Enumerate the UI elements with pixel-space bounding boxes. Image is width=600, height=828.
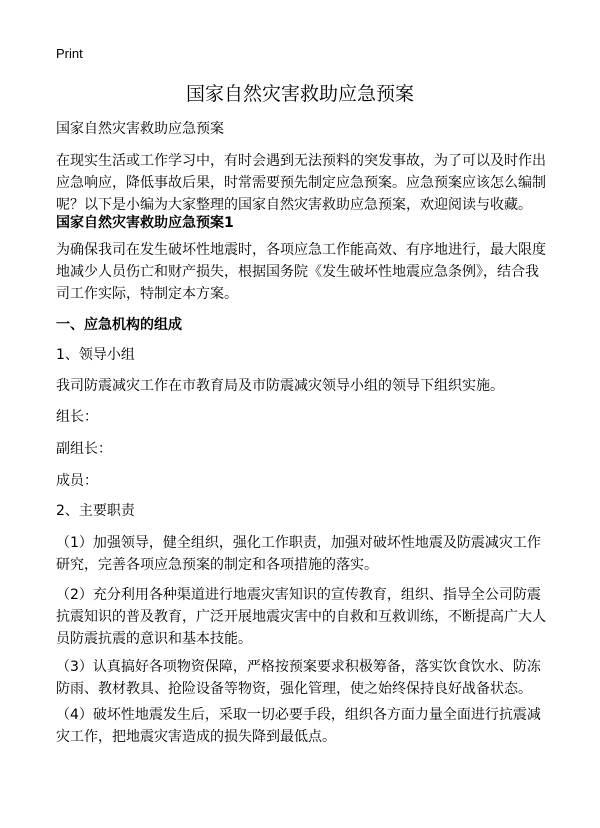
document-subtitle: 国家自然灾害救助应急预案 — [56, 121, 224, 137]
item-main-duties: 2、主要职责 — [56, 503, 135, 519]
duty-paragraph-1: （1）加强领导，健全组织，强化工作职责，加强对破坏性地震及防震减灾工作研究，完善各项应急预案的制定和各项措施的落实。 — [56, 535, 541, 573]
heading-organization: 一、应急机构的组成 — [56, 317, 182, 333]
intro-paragraph: 在现实生活或工作学习中，有时会遇到无法预料的突发事故，为了可以及时作出应急响应，降低事故后果，时常需要预先制定应急预案。应急预案应该怎么编制呢？以下是小编为大家整理的国家自然灾害救助应急预案，欢迎阅读与收藏。 — [56, 153, 546, 213]
duty-paragraph-3: （3）认真搞好各项物资保障，严格按预案要求积极筹备，落实饮食饮水、防冻防雨、教材教具、抢险设备等物资，强化管理，使之始终保持良好战备状态。 — [56, 659, 541, 697]
vice-leader-label: 副组长： — [56, 441, 112, 457]
members-label: 成员： — [56, 473, 98, 489]
section-title: 国家自然灾害救助应急预案1 — [56, 215, 234, 231]
section-intro-paragraph: 为确保我司在发生破坏性地震时，各项应急工作能高效、有序地进行，最大限度地减少人员伤亡和财产损失，根据国务院《发生破坏性地震应急条例》，结合我司工作实际，特制定本方案。 — [56, 242, 546, 302]
leader-label: 组长： — [56, 409, 98, 425]
document-title: 国家自然灾害救助应急预案 — [185, 83, 414, 105]
duty-paragraph-4: （4）破坏性地震发生后，采取一切必要手段，组织各方面力量全面进行抗震减灾工作，把地震灾害造成的损失降到最低点。 — [56, 707, 541, 745]
item-leadership-group: 1、领导小组 — [56, 347, 135, 363]
print-label[interactable]: Print — [56, 46, 83, 61]
leadership-text: 我司防震减灾工作在市教育局及市防震减灾领导小组的领导下组织实施。 — [56, 378, 504, 394]
duty-paragraph-2: （2）充分利用各种渠道进行地震灾害知识的宣传教育，组织、指导全公司防震抗震知识的普及教育，广泛开展地震灾害中的自救和互救训练，不断提高广大人员防震抗震的意识和基本技能。 — [56, 587, 546, 647]
